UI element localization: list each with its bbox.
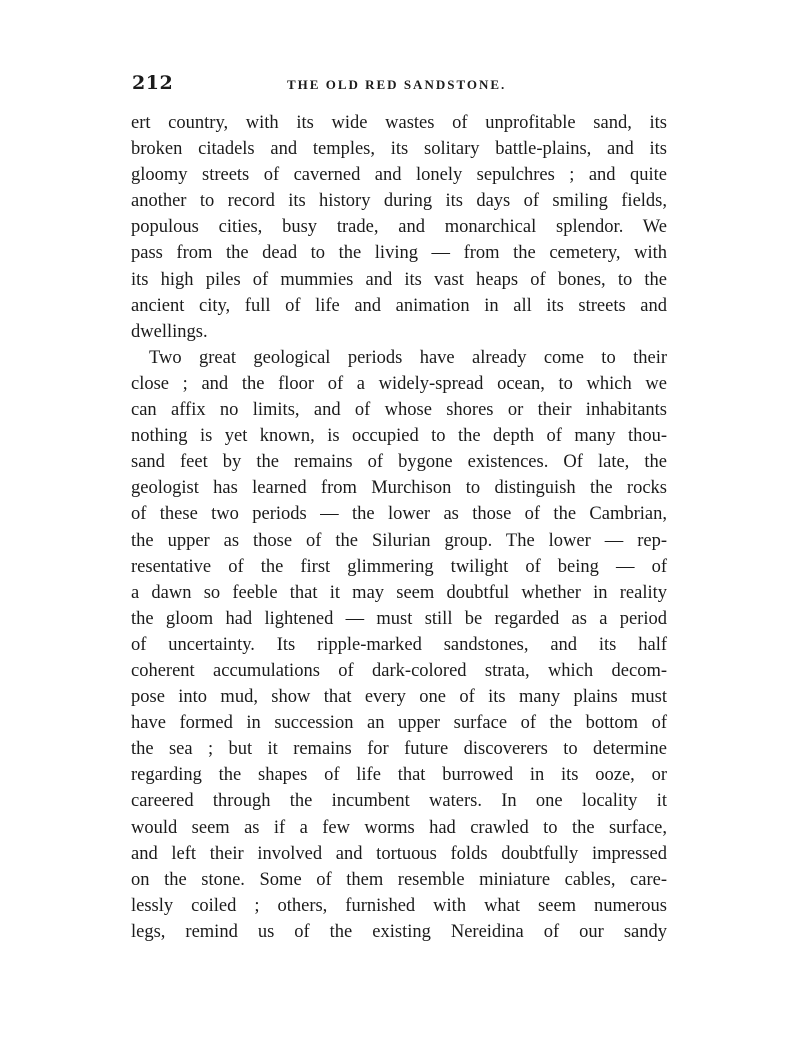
body-text — [131, 110, 667, 945]
text-line: nothing is yet known, is occupied to the depth of many thou- — [131, 426, 667, 447]
text-line: Two great geological periods have already come to their — [149, 347, 667, 368]
text-line: resentative of the first glimmering twilight of being — of — [131, 556, 667, 577]
paragraph-1 — [131, 110, 667, 345]
text-line: can affix no limits, and of whose shores or their inhabitants — [131, 400, 667, 421]
text-line: legs, remind us of the existing Nereidina of our sandy — [131, 921, 667, 942]
text-line: careered through the incumbent waters. In one locality it — [131, 791, 667, 812]
text-line: geologist has learned from Murchison to distinguish the rocks — [131, 478, 667, 499]
text-line: populous cities, busy trade, and monarchical splendor. We — [131, 217, 667, 238]
page-number: 212 — [132, 72, 174, 94]
text-line: of uncertainty. Its ripple-marked sandstones, and its half — [131, 634, 667, 655]
text-line: another to record its history during its days of smiling fields, — [131, 191, 667, 212]
text-line: and left their involved and tortuous folds doubtfully impressed — [131, 843, 667, 864]
text-line: would seem as if a few worms had crawled to the surface, — [131, 817, 667, 838]
text-line: lessly coiled ; others, furnished with what seem numerous — [131, 895, 667, 916]
text-line: pass from the dead to the living — from the cemetery, with — [131, 243, 667, 264]
text-line: a dawn so feeble that it may seem doubtful whether in reality — [131, 582, 667, 603]
text-line: dwellings. — [131, 321, 208, 342]
text-line: gloomy streets of caverned and lonely sepulchres ; and quite — [131, 165, 667, 186]
text-line: the upper as those of the Silurian group. The lower — rep- — [131, 530, 667, 551]
text-line: ancient city, full of life and animation in all its streets and — [131, 295, 667, 316]
text-line: pose into mud, show that every one of its many plains must — [131, 687, 667, 708]
running-head — [132, 72, 662, 102]
text-line: coherent accumulations of dark-colored strata, which decom- — [131, 660, 667, 681]
text-line: broken citadels and temples, its solitary battle-plains, and its — [131, 139, 667, 160]
text-line: of these two periods — the lower as those of the Cambrian, — [131, 504, 667, 525]
text-line: sand feet by the remains of bygone existences. Of late, the — [131, 452, 667, 473]
text-line: the sea ; but it remains for future discoverers to determine — [131, 739, 667, 760]
text-line: on the stone. Some of them resemble miniature cables, care- — [131, 869, 667, 890]
text-line: its high piles of mummies and its vast heaps of bones, to the — [131, 269, 667, 290]
text-line: regarding the shapes of life that burrowed in its ooze, or — [131, 765, 667, 786]
text-line: have formed in succession an upper surface of the bottom of — [131, 713, 667, 734]
running-title: THE OLD RED SANDSTONE. — [287, 77, 507, 92]
paragraph-2 — [131, 345, 667, 945]
text-line: ert country, with its wide wastes of unprofitable sand, its — [131, 113, 667, 133]
text-line: the gloom had lightened — must still be regarded as a period — [131, 608, 667, 629]
text-line: close ; and the floor of a widely-spread ocean, to which we — [131, 373, 667, 394]
